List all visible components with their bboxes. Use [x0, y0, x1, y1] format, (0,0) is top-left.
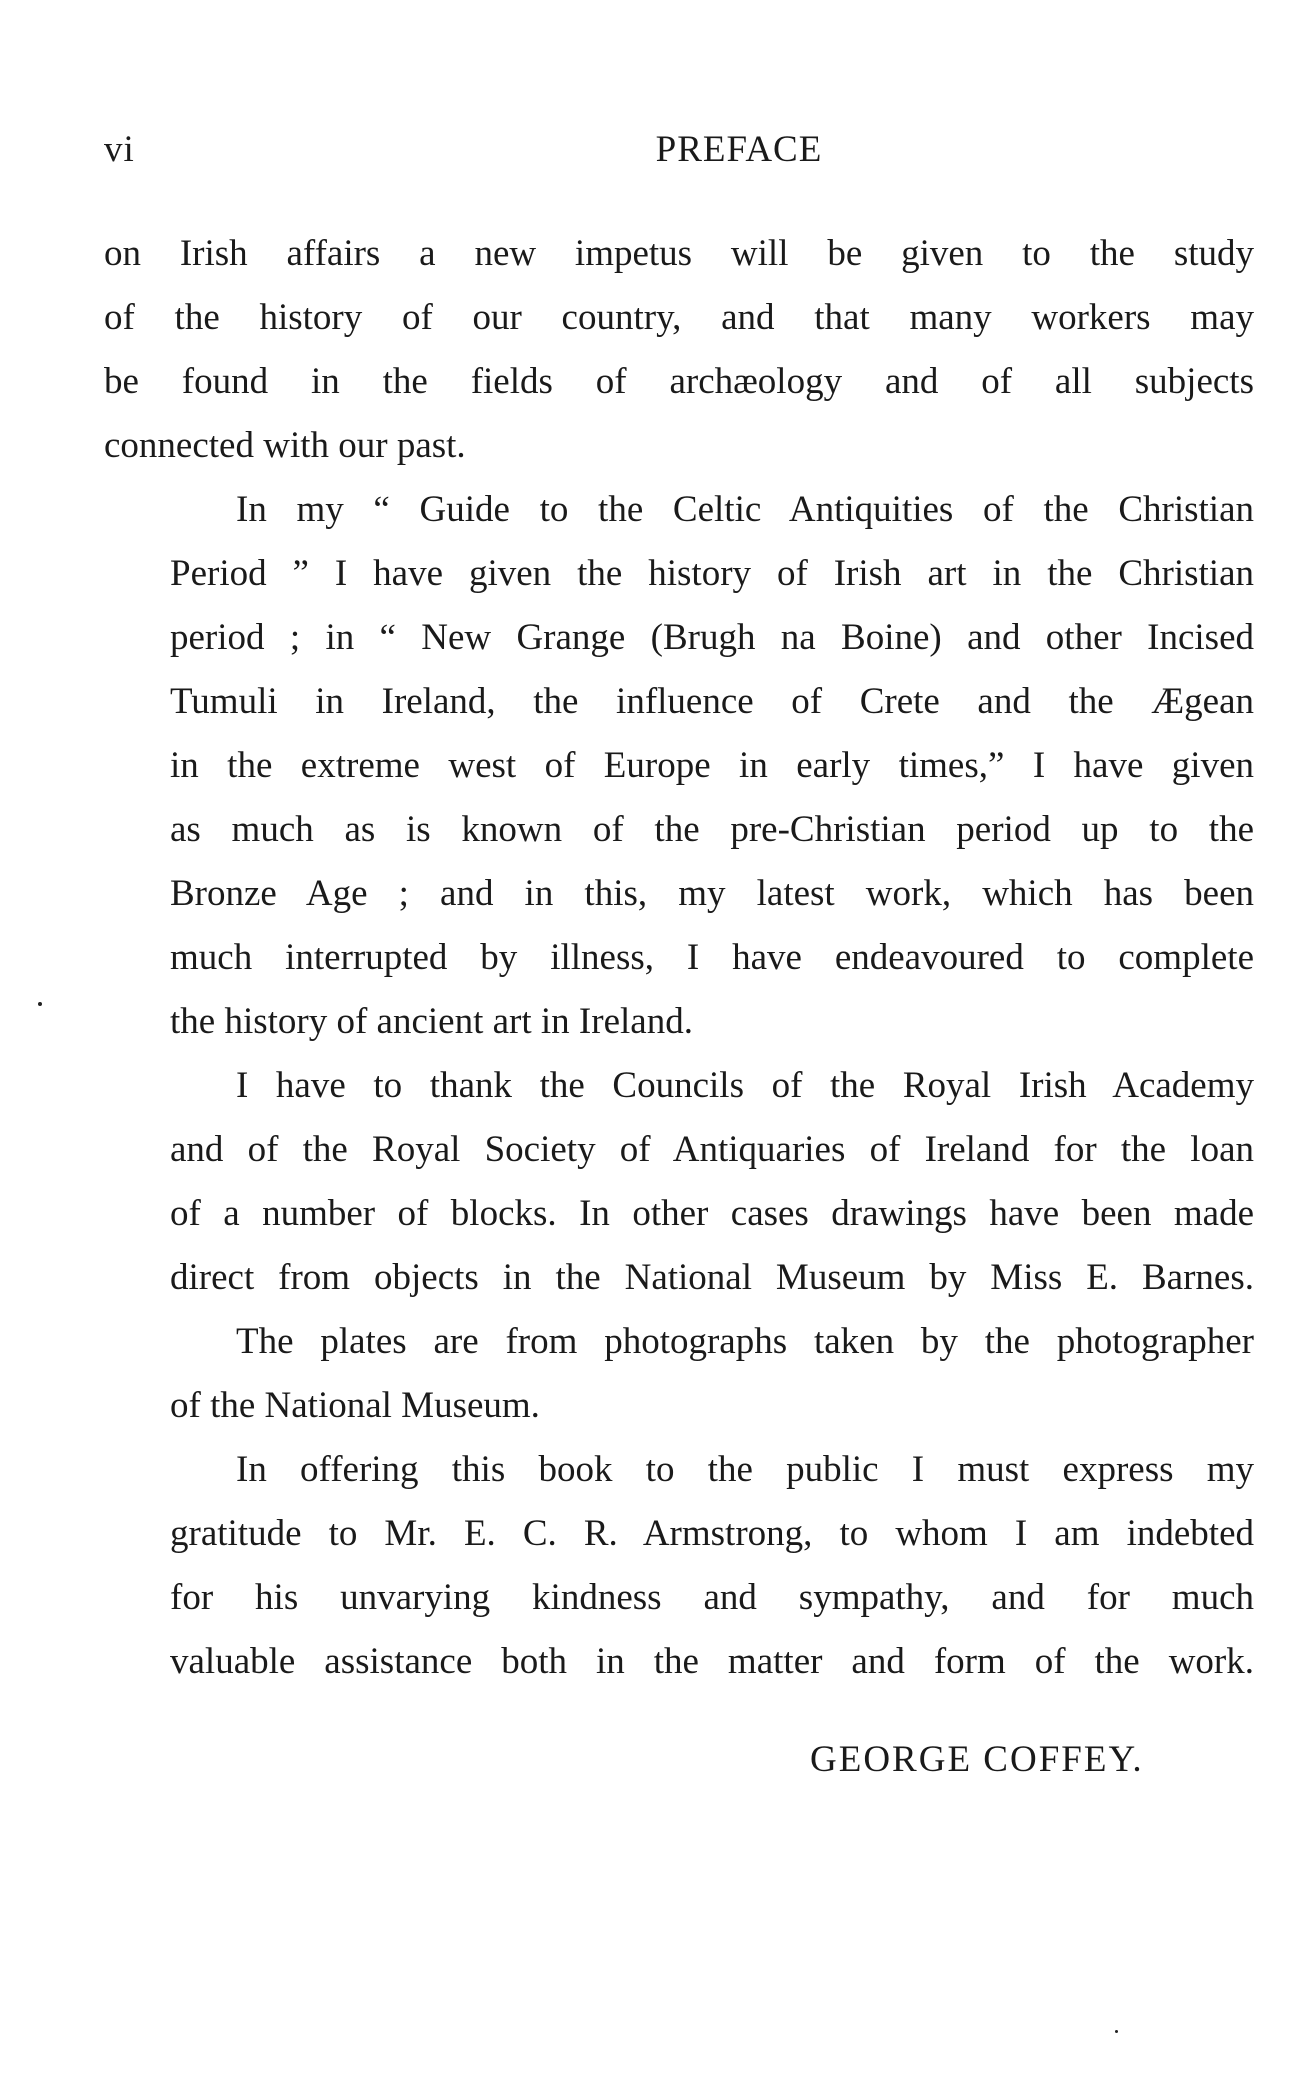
- text-line: Bronze Age ; and in this, my latest work, which has been: [170, 873, 1254, 914]
- text-line: of the National Museum.: [170, 1385, 540, 1426]
- text-line: on Irish affairs a new impetus will be given to the study: [104, 233, 1254, 274]
- text-line: gratitude to Mr. E. C. R. Armstrong, to whom I am indebted: [170, 1513, 1254, 1554]
- text-line: period ; in “ New Grange (Brugh na Boine) and other Incised: [170, 617, 1254, 658]
- text-line: In my “ Guide to the Celtic Antiquities of the Christian: [236, 489, 1254, 530]
- page-number: vi: [104, 129, 135, 170]
- text-line: in the extreme west of Europe in early times,” I have given: [170, 745, 1254, 786]
- text-line: as much as is known of the pre-Christian period up to the: [170, 809, 1254, 850]
- paragraph-3: [104, 1054, 1254, 1310]
- paragraph-4: [104, 1310, 1254, 1438]
- text-line: I have to thank the Councils of the Royal Irish Academy: [236, 1065, 1254, 1106]
- ink-speck: [1115, 2030, 1118, 2033]
- page-title: PREFACE: [655, 129, 823, 170]
- text-line: the history of ancient art in Ireland.: [170, 1001, 693, 1042]
- text-line: direct from objects in the National Museum by Miss E. Barnes.: [170, 1257, 1254, 1298]
- text-line: be found in the fields of archæology and of all subjects: [104, 361, 1254, 402]
- text-line: valuable assistance both in the matter and form of the work.: [170, 1641, 1254, 1682]
- text-line: and of the Royal Society of Antiquaries of Ireland for the loan: [170, 1129, 1254, 1170]
- paragraph-5: [104, 1438, 1254, 1694]
- ink-speck: [38, 1002, 42, 1006]
- preface-body: [104, 222, 1254, 1694]
- text-line: for his unvarying kindness and sympathy, and for much: [170, 1577, 1254, 1618]
- author-signature: GEORGE COFFEY.: [810, 1739, 1144, 1780]
- text-line: connected with our past.: [104, 425, 466, 466]
- running-head: [104, 128, 1254, 178]
- text-line: of the history of our country, and that many workers may: [104, 297, 1254, 338]
- paragraph-1: [104, 222, 1254, 478]
- text-line: much interrupted by illness, I have endeavoured to complete: [170, 937, 1254, 978]
- text-line: of a number of blocks. In other cases drawings have been made: [170, 1193, 1254, 1234]
- text-line: In offering this book to the public I must express my: [236, 1449, 1254, 1490]
- text-line: Period ” I have given the history of Irish art in the Christian: [170, 553, 1254, 594]
- text-line: The plates are from photographs taken by the photographer: [236, 1321, 1254, 1362]
- paragraph-2: [104, 478, 1254, 1054]
- text-line: Tumuli in Ireland, the influence of Crete and the Ægean: [170, 681, 1254, 722]
